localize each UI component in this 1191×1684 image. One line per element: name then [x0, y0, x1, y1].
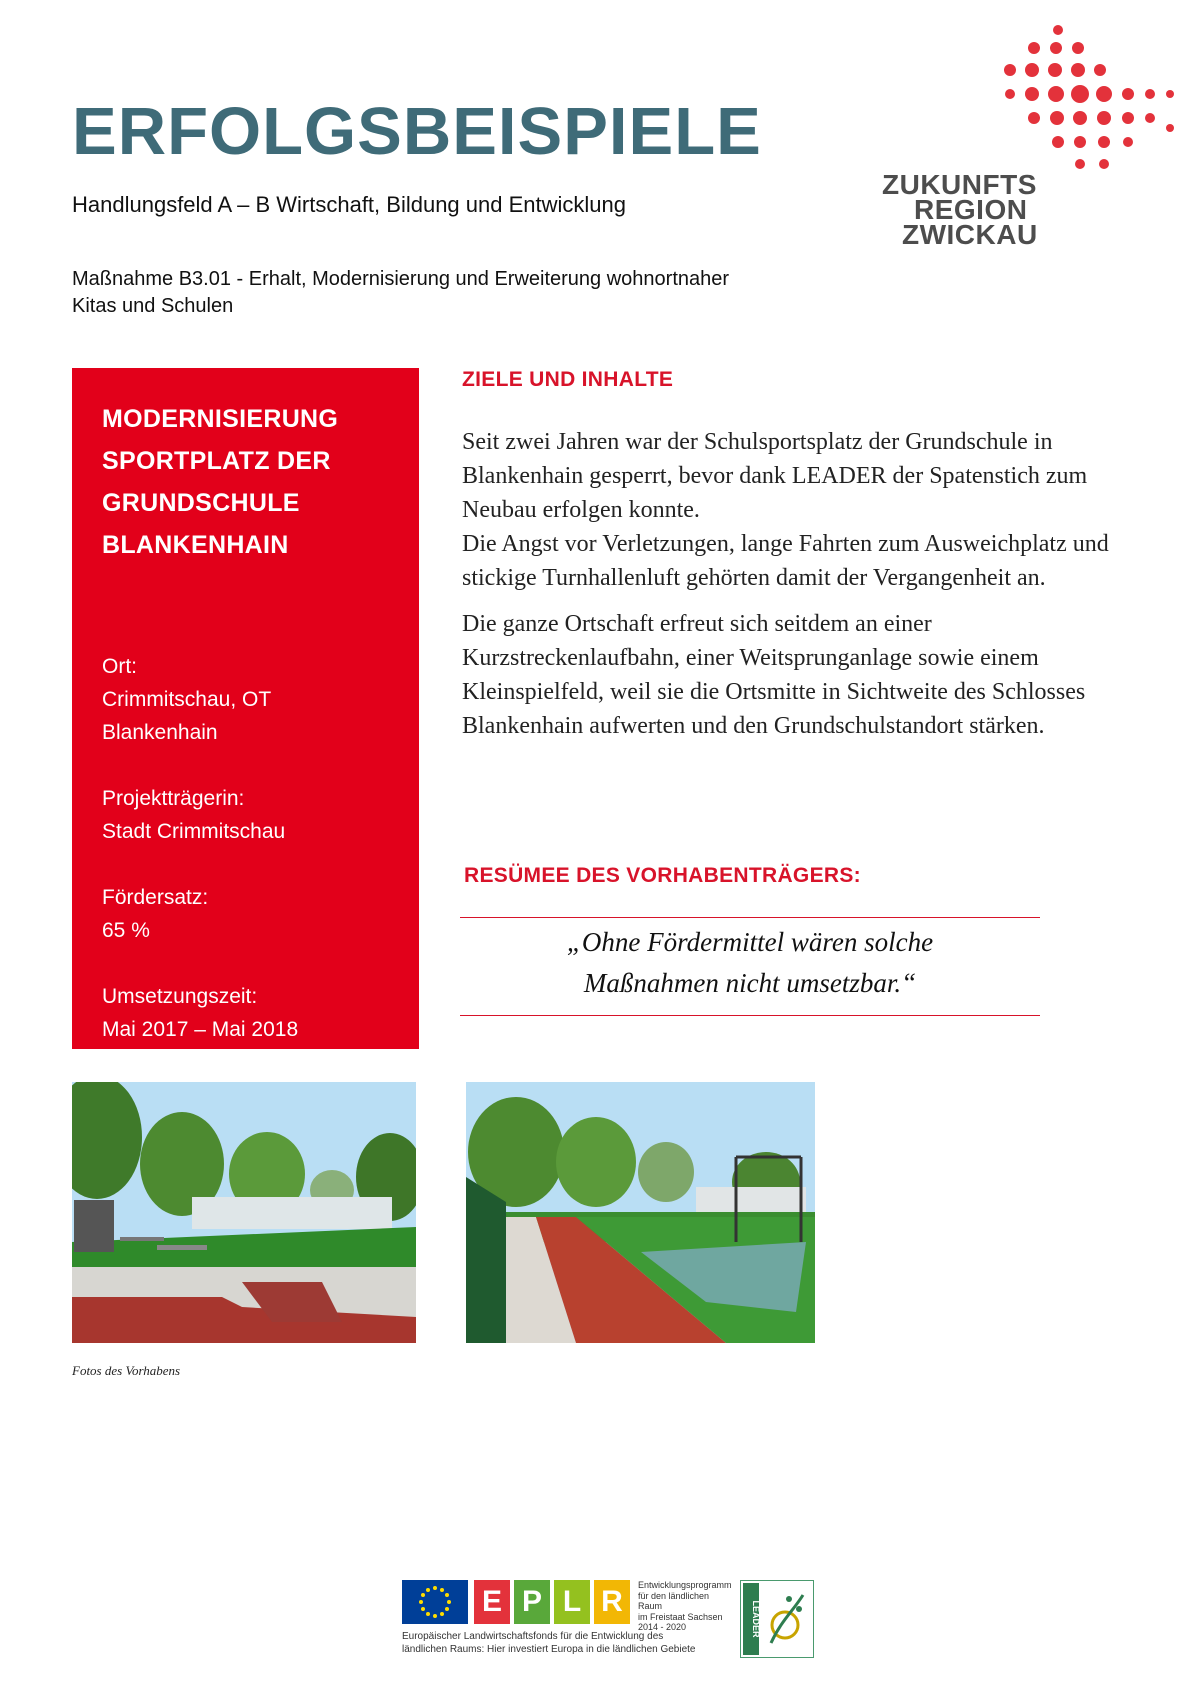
eplr-letter-l: L [554, 1580, 590, 1624]
quote-bottom-rule [460, 1015, 1040, 1016]
summary-heading: RESÜMEE DES VORHABENTRÄGERS: [464, 864, 861, 887]
goals-paragraph-3: Die ganze Ortschaft erfreut sich seitdem an einer Kurzstreckenlaufbahn, einer Weitsprunganlage sowie einem Kleinspielfeld, weil sie die Ortsmitte in Sichtweite des Schlosses Blankenhain aufwerten und den Grundschulstandort stärken. [462, 611, 1086, 739]
logo-line-2: REGION [914, 194, 1028, 225]
goals-heading: ZIELE UND INHALTE [462, 368, 674, 391]
project-title-line: GRUNDSCHULE [102, 489, 300, 517]
period-label: Umsetzungszeit: [102, 985, 258, 1008]
goals-paragraph-1: Seit zwei Jahren war der Schulsportsplatz der Grundschule in Blankenhain gesperrt, bevor dank LEADER der Spatenstich zum Neubau erfolgen konnte. [462, 429, 1088, 523]
sponsor-block [102, 782, 399, 848]
location-block [102, 650, 399, 749]
eu-fund-line-1: Europäischer Landwirtschaftsfonds für die Entwicklung des [402, 1631, 664, 1642]
funding-rate-label: Fördersatz: [102, 886, 209, 909]
measure-description [72, 266, 832, 320]
goals-paragraph-2: Die Angst vor Verletzungen, lange Fahrten zum Ausweichplatz und stickige Turnhallenluft gehörten damit der Vergangenheit an. [462, 531, 1109, 591]
project-info-box [72, 368, 419, 1049]
location-value-line-1: Crimmitschau, OT [102, 688, 272, 711]
project-title [102, 398, 399, 566]
photo-caption: Fotos des Vorhabens [72, 1363, 181, 1378]
eplr-description [638, 1580, 732, 1633]
project-photo-2 [466, 1082, 815, 1343]
summary-quote [460, 922, 1040, 1004]
measure-line-1: Maßnahme B3.01 - Erhalt, Modernisierung und Erweiterung wohnortnaher [72, 268, 730, 290]
quote-line-1: „Ohne Fördermittel wären solche [566, 927, 934, 957]
eu-flag-logo [402, 1580, 468, 1624]
page-subtitle: Handlungsfeld A – B Wirtschaft, Bildung und Entwicklung [72, 192, 626, 217]
sponsor-label: Projektträgerin: [102, 787, 245, 810]
zukunftsregion-zwickau-logo [880, 22, 1180, 252]
eu-stars-icon [402, 1580, 468, 1624]
eplr-text-line-3: im Freistaat Sachsen [638, 1611, 723, 1622]
leader-logo [740, 1580, 814, 1658]
project-title-line: MODERNISIERUNG [102, 405, 339, 433]
eplr-text-line-4: 2014 - 2020 [638, 1622, 687, 1632]
eplr-logo [474, 1580, 732, 1632]
page-title: ERFOLGSBEISPIELE [72, 94, 762, 169]
sponsor-value: Stadt Crimmitschau [102, 820, 286, 843]
eplr-text-line-1: Entwicklungsprogramm [638, 1580, 732, 1590]
eplr-text-line-2: für den ländlichen Raum [638, 1590, 710, 1611]
goals-text [462, 425, 1142, 743]
logo-line-3: ZWICKAU [902, 219, 1038, 250]
project-title-line: SPORTPLATZ DER [102, 447, 331, 475]
funding-rate-value: 65 % [102, 919, 150, 942]
quote-top-rule [460, 917, 1040, 918]
eplr-letter-r: R [594, 1580, 630, 1624]
eu-fund-statement [402, 1630, 762, 1656]
leader-emblem-icon [741, 1581, 813, 1657]
project-title-line: BLANKENHAIN [102, 531, 289, 559]
running-track-photo-image [466, 1082, 815, 1343]
logo-dots-icon [880, 22, 1180, 172]
period-block [102, 980, 399, 1046]
logo-wordmark [882, 169, 1038, 250]
funding-rate-block [102, 881, 399, 947]
eplr-letter-e: E [474, 1580, 510, 1624]
location-label: Ort: [102, 655, 137, 678]
quote-line-2: Maßnahmen nicht umsetzbar.“ [583, 968, 917, 998]
eplr-letter-p: P [514, 1580, 550, 1624]
measure-line-2: Kitas und Schulen [72, 295, 234, 317]
sports-field-photo-image [72, 1082, 416, 1343]
logo-line-1: ZUKUNFTS [882, 169, 1037, 200]
location-value-line-2: Blankenhain [102, 721, 218, 744]
period-value: Mai 2017 – Mai 2018 [102, 1018, 299, 1041]
leader-wordmark: LEADER [751, 1600, 761, 1638]
eu-fund-line-2: ländlichen Raums: Hier investiert Europa in die ländlichen Gebiete [402, 1644, 696, 1655]
project-photo-1 [72, 1082, 416, 1343]
